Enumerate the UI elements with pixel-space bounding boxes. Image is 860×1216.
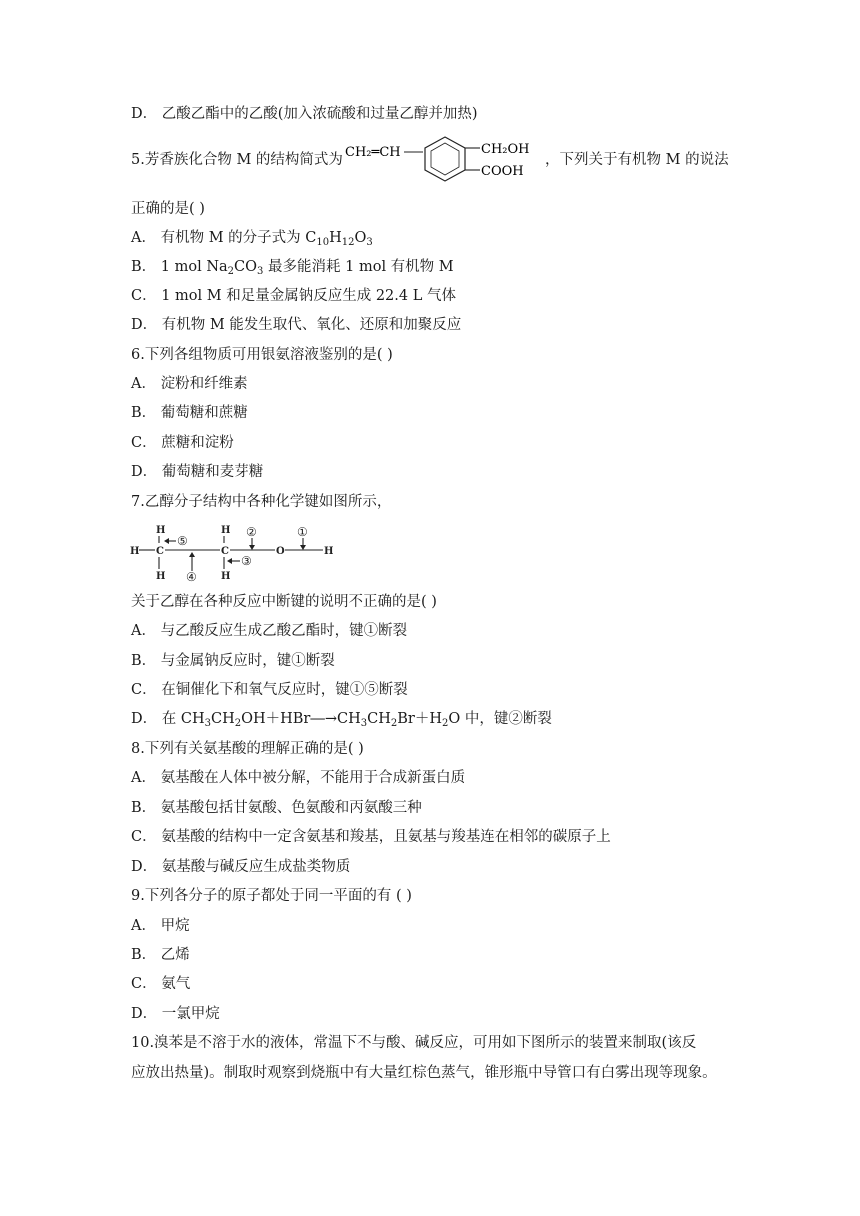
bond-label-2: ② — [246, 525, 257, 539]
q7d-oh: OH＋HBr―→CH — [241, 711, 361, 727]
sub: 12 — [341, 237, 355, 248]
q7-option-a: A． 与乙酸反应生成乙酸乙酯时，键①断裂 — [131, 623, 408, 639]
q5-option-a — [131, 228, 373, 248]
q7d-ch2: CH — [367, 711, 391, 727]
q5-option-c: C． 1 mol M 和足量金属钠反应生成 22.4 L 气体 — [131, 288, 456, 304]
compound-m-structure — [345, 133, 545, 187]
atom-h: H — [221, 525, 231, 536]
q6-option-a: A． 淀粉和纤维素 — [131, 376, 248, 392]
atom-h: H — [130, 546, 140, 557]
ch2oh-group-label: CH₂OH — [481, 142, 530, 157]
atom-h: H — [221, 571, 231, 582]
q8-option-c: C． 氨基酸的结构中一定含氨基和羧基，且氨基与羧基连在相邻的碳原子上 — [131, 829, 611, 845]
vinyl-group-label: CH₂═CH — [345, 145, 401, 160]
ethanol-bond-diagram — [128, 521, 338, 583]
sub: 2 — [441, 718, 449, 729]
sub: 2 — [234, 718, 242, 729]
sub: 3 — [366, 237, 373, 248]
q8-option-b: B． 氨基酸包括甘氨酸、色氨酸和丙氨酸三种 — [131, 800, 422, 816]
q7-stem-2: 关于乙醇在各种反应中断键的说明不正确的是( ) — [131, 594, 437, 610]
q7-stem: 7.乙醇分子结构中各种化学键如图所示， — [131, 494, 392, 510]
q7-option-b: B． 与金属钠反应时，键①断裂 — [131, 653, 335, 669]
q6-option-b: B． 葡萄糖和蔗糖 — [131, 405, 248, 421]
q9-option-b: B． 乙烯 — [131, 947, 190, 963]
q7d-ch: CH — [210, 711, 235, 727]
q5a-h: H — [329, 230, 342, 246]
sub: 10 — [316, 237, 330, 248]
q5-stem-part1: 5.芳香族化合物 M 的结构简式为 — [131, 152, 343, 168]
q9-stem: 9.下列各分子的原子都处于同一平面的有 ( ) — [131, 888, 412, 904]
bond-label-1: ① — [297, 525, 308, 539]
atom-c: C — [221, 546, 229, 557]
q10-stem-line1: 10.溴苯是不溶于水的液体，常温下不与酸、碱反应，可用如下图所示的装置来制取(该反 — [131, 1035, 697, 1051]
q5-option-b — [131, 257, 454, 277]
q5-option-d: D． 有机物 M 能发生取代、氧化、还原和加聚反应 — [131, 317, 462, 333]
q5b-co: CO — [234, 259, 258, 275]
q9-option-d: D． 一氯甲烷 — [131, 1006, 220, 1022]
q5b-text: B． 1 mol Na — [131, 259, 228, 275]
q6-option-c: C． 蔗糖和淀粉 — [131, 435, 234, 451]
q10-stem-line2: 应放出热量)。制取时观察到烧瓶中有大量红棕色蒸气，锥形瓶中导管口有白雾出现等现象。 — [131, 1065, 717, 1081]
sub: 2 — [227, 266, 235, 277]
q8-option-a: A． 氨基酸在人体中被分解，不能用于合成新蛋白质 — [131, 770, 466, 786]
q5a-text: A． 有机物 M 的分子式为 C — [131, 230, 317, 246]
atom-h: H — [156, 571, 166, 582]
atom-h: H — [324, 546, 334, 557]
atom-o: O — [276, 546, 285, 557]
q5a-o: O — [354, 230, 367, 246]
q5-stem-line2: 正确的是( ) — [131, 201, 205, 217]
q6-stem: 6.下列各组物质可用银氨溶液鉴别的是( ) — [131, 347, 393, 363]
q7d-text: D． 在 CH — [131, 711, 205, 727]
q8-option-d: D． 氨基酸与碱反应生成盐类物质 — [131, 859, 351, 875]
q7-option-c: C． 在铜催化下和氧气反应时，键①⑤断裂 — [131, 682, 408, 698]
atom-c: C — [156, 546, 164, 557]
q9-option-a: A． 甲烷 — [131, 918, 190, 934]
bond-label-3: ③ — [241, 554, 252, 568]
q5b-post: 最多能消耗 1 mol 有机物 M — [263, 259, 454, 275]
q9-option-c: C． 氨气 — [131, 976, 191, 992]
sub: 3 — [360, 718, 368, 729]
sub: 2 — [390, 718, 398, 729]
bond-label-4: ④ — [186, 570, 197, 583]
q6-option-d: D． 葡萄糖和麦芽糖 — [131, 464, 264, 480]
atom-h: H — [156, 525, 166, 536]
q7d-br: Br＋H — [397, 711, 442, 727]
cooh-group-label: COOH — [481, 164, 524, 179]
q7d-post: O 中，键②断裂 — [448, 711, 552, 727]
q5-stem-tail: ，下列关于有机物 M 的说法 — [545, 152, 729, 168]
q4-option-d: D． 乙酸乙酯中的乙酸(加入浓硫酸和过量乙醇并加热) — [131, 106, 478, 122]
q8-stem: 8.下列有关氨基酸的理解正确的是( ) — [131, 741, 364, 757]
bond-label-5: ⑤ — [177, 534, 188, 548]
sub: 3 — [204, 718, 211, 729]
q5-stem — [131, 150, 343, 170]
sub: 3 — [257, 266, 264, 277]
q7-option-d — [131, 709, 552, 729]
